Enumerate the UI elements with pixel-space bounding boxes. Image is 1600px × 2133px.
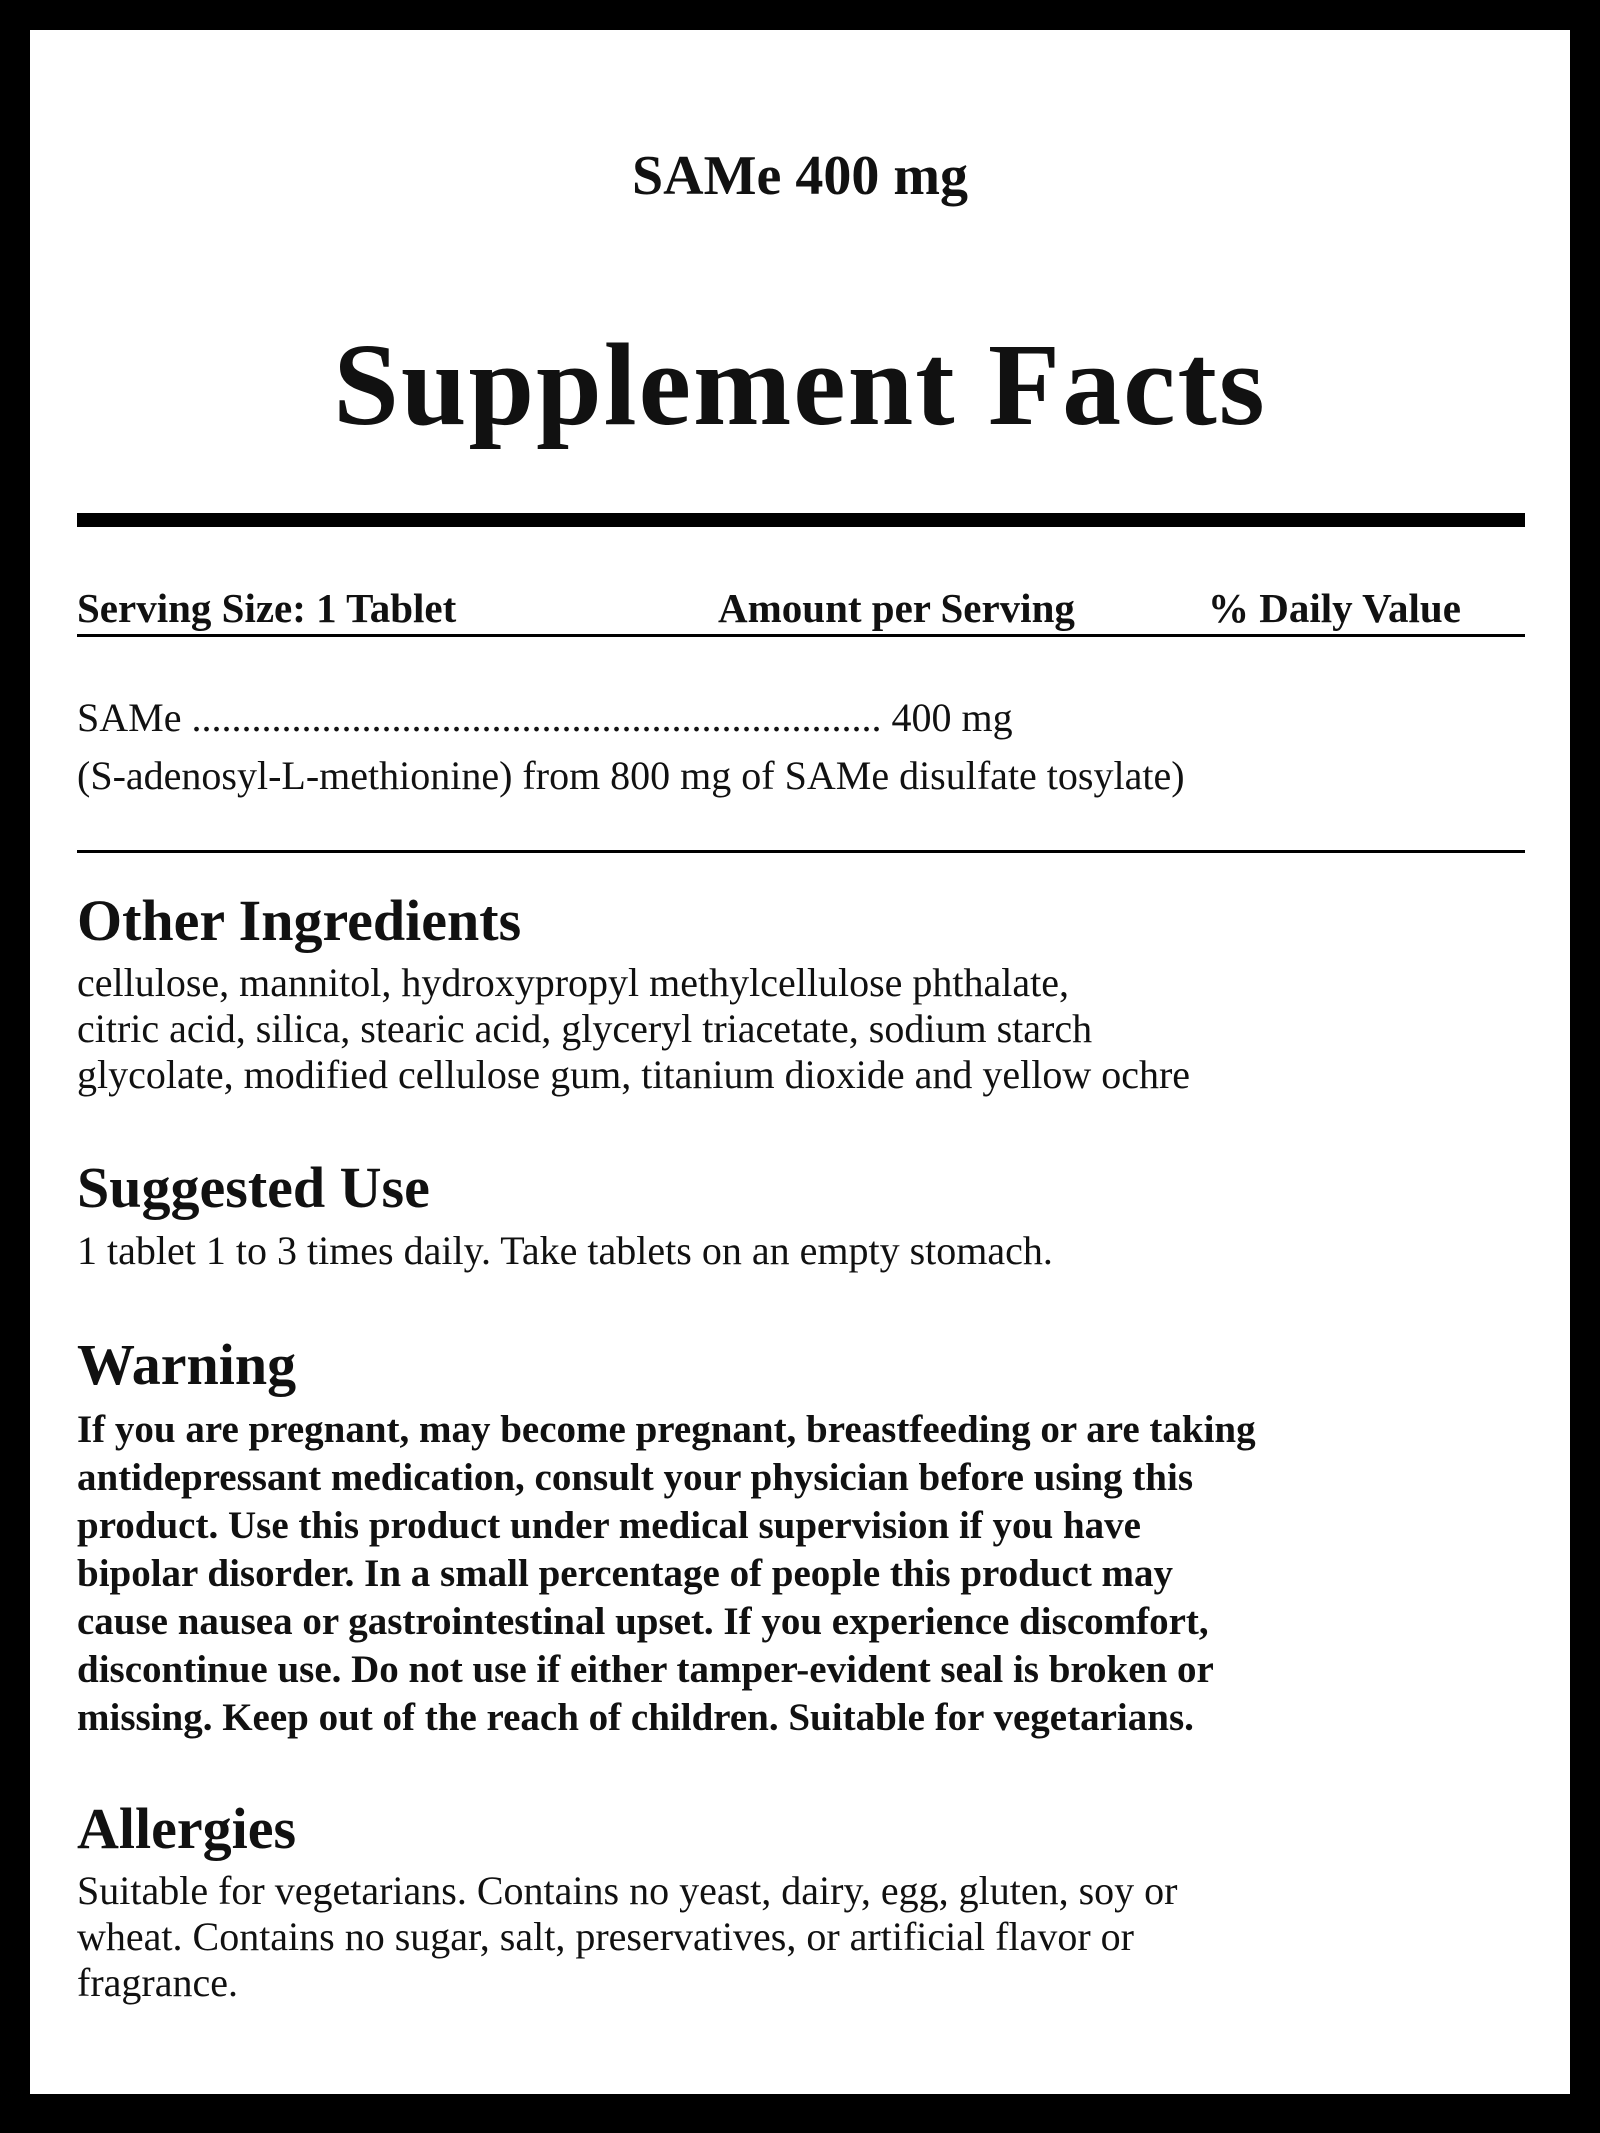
other-ingredients-line: cellulose, mannitol, hydroxypropyl methylcellulose phthalate, [77, 960, 1069, 1005]
daily-value-header: % Daily Value [1208, 585, 1461, 631]
suggested-use-heading: Suggested Use [77, 1155, 430, 1220]
warning-line: cause nausea or gastrointestinal upset. If you experience discomfort, [77, 1600, 1209, 1643]
other-ingredients-line: citric acid, silica, stearic acid, glyceryl triacetate, sodium starch [77, 1006, 1093, 1051]
thick-divider [77, 513, 1525, 527]
suggested-use-text: 1 tablet 1 to 3 times daily. Take tablets on an empty stomach. [77, 1228, 1053, 1273]
supplement-facts-panel [30, 30, 1570, 2094]
warning-line: antidepressant medication, consult your physician before using this [77, 1456, 1193, 1499]
warning-line: missing. Keep out of the reach of children. Suitable for vegetarians. [77, 1696, 1194, 1739]
other-ingredients-heading: Other Ingredients [77, 888, 522, 953]
product-name: SAMe 400 mg [632, 145, 968, 207]
header-divider [77, 634, 1525, 637]
warning-line: bipolar disorder. In a small percentage of people this product may [77, 1552, 1174, 1595]
ingredient-line: SAMe ..................................................................... 400 mg [77, 695, 1013, 740]
other-ingredients-line: glycolate, modified cellulose gum, titanium dioxide and yellow ochre [77, 1052, 1191, 1097]
allergies-line: wheat. Contains no sugar, salt, preservatives, or artificial flavor or [77, 1914, 1134, 1959]
warning-heading: Warning [77, 1332, 297, 1397]
ingredient-detail: (S-adenosyl-L-methionine) from 800 mg of SAMe disulfate tosylate) [77, 753, 1185, 798]
warning-text [77, 1406, 1557, 1742]
warning-line: product. Use this product under medical supervision if you have [77, 1504, 1141, 1547]
allergies-line: Suitable for vegetarians. Contains no yeast, dairy, egg, gluten, soy or [77, 1868, 1178, 1913]
allergies-heading: Allergies [77, 1796, 297, 1861]
ingredient-divider [77, 850, 1525, 853]
allergies-text [77, 1868, 1537, 2006]
other-ingredients-text [77, 960, 1537, 1098]
warning-line: discontinue use. Do not use if either tamper-evident seal is broken or [77, 1648, 1214, 1691]
warning-line: If you are pregnant, may become pregnant, breastfeeding or are taking [77, 1408, 1256, 1451]
amount-per-serving-header: Amount per Serving [718, 585, 1075, 631]
serving-size-label: Serving Size: 1 Tablet [77, 585, 457, 631]
page-title: Supplement Facts [333, 319, 1267, 450]
allergies-line: fragrance. [77, 1960, 238, 2005]
